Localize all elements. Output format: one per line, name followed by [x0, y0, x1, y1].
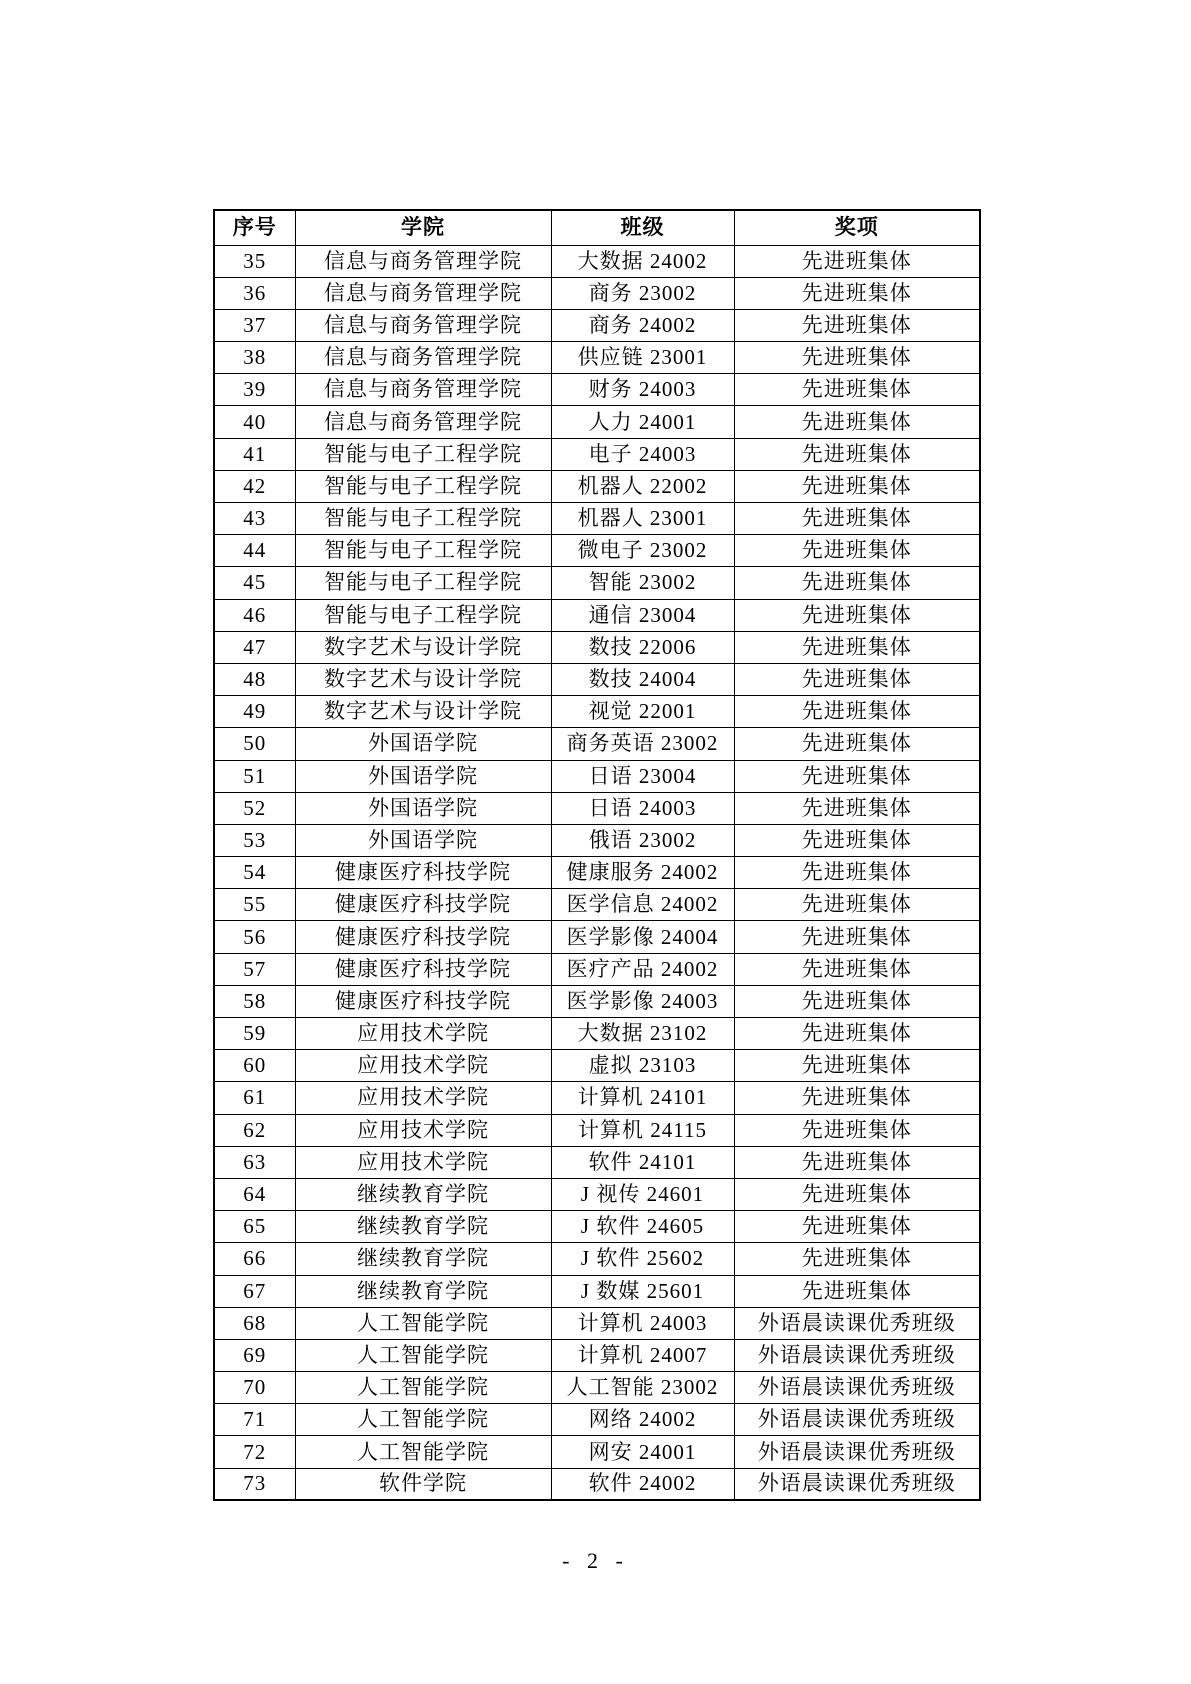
- table-row: [214, 824, 980, 856]
- cell-college: 外国语学院: [295, 792, 551, 824]
- cell-no: 69: [214, 1339, 295, 1371]
- table-row: [214, 277, 980, 309]
- cell-class: 电子 24003: [551, 438, 734, 470]
- cell-award: 先进班集体: [734, 1146, 980, 1178]
- table-row: [214, 1307, 980, 1339]
- cell-no: 62: [214, 1114, 295, 1146]
- cell-college: 健康医疗科技学院: [295, 857, 551, 889]
- cell-award: 先进班集体: [734, 1211, 980, 1243]
- table-row: [214, 1339, 980, 1371]
- cell-award: 先进班集体: [734, 824, 980, 856]
- cell-class: 医疗产品 24002: [551, 953, 734, 985]
- table-row: [214, 728, 980, 760]
- cell-no: 56: [214, 921, 295, 953]
- table-row: [214, 985, 980, 1017]
- cell-class: 计算机 24101: [551, 1082, 734, 1114]
- cell-no: 43: [214, 503, 295, 535]
- cell-award: 先进班集体: [734, 599, 980, 631]
- cell-college: 人工智能学院: [295, 1404, 551, 1436]
- cell-no: 39: [214, 374, 295, 406]
- table-row: [214, 535, 980, 567]
- cell-college: 继续教育学院: [295, 1211, 551, 1243]
- table-row: [214, 1243, 980, 1275]
- cell-no: 44: [214, 535, 295, 567]
- cell-college: 应用技术学院: [295, 1018, 551, 1050]
- cell-no: 52: [214, 792, 295, 824]
- table-row: [214, 1018, 980, 1050]
- cell-award: 先进班集体: [734, 631, 980, 663]
- cell-award: 外语晨读课优秀班级: [734, 1372, 980, 1404]
- cell-award: 先进班集体: [734, 277, 980, 309]
- table-row: [214, 1082, 980, 1114]
- cell-class: 日语 23004: [551, 760, 734, 792]
- table-row: [214, 470, 980, 502]
- cell-class: 计算机 24003: [551, 1307, 734, 1339]
- table-row: [214, 309, 980, 341]
- cell-no: 35: [214, 245, 295, 277]
- cell-class: 机器人 23001: [551, 503, 734, 535]
- cell-class: 软件 24101: [551, 1146, 734, 1178]
- cell-class: 通信 23004: [551, 599, 734, 631]
- column-header-no: 序号: [214, 210, 295, 245]
- column-header-award: 奖项: [734, 210, 980, 245]
- table-row: [214, 921, 980, 953]
- cell-college: 外国语学院: [295, 760, 551, 792]
- cell-award: 先进班集体: [734, 438, 980, 470]
- cell-class: 财务 24003: [551, 374, 734, 406]
- table-row: [214, 663, 980, 695]
- cell-award: 先进班集体: [734, 1275, 980, 1307]
- cell-college: 人工智能学院: [295, 1339, 551, 1371]
- cell-award: 先进班集体: [734, 985, 980, 1017]
- cell-award: 先进班集体: [734, 889, 980, 921]
- cell-class: 视觉 22001: [551, 696, 734, 728]
- cell-award: 先进班集体: [734, 374, 980, 406]
- cell-no: 37: [214, 309, 295, 341]
- table-row: [214, 1404, 980, 1436]
- cell-no: 36: [214, 277, 295, 309]
- cell-award: 外语晨读课优秀班级: [734, 1468, 980, 1500]
- cell-award: 先进班集体: [734, 342, 980, 374]
- cell-no: 60: [214, 1050, 295, 1082]
- cell-class: 商务英语 23002: [551, 728, 734, 760]
- cell-class: J 视传 24601: [551, 1178, 734, 1210]
- cell-college: 数字艺术与设计学院: [295, 696, 551, 728]
- cell-class: 大数据 24002: [551, 245, 734, 277]
- table-row: [214, 760, 980, 792]
- cell-no: 57: [214, 953, 295, 985]
- cell-college: 健康医疗科技学院: [295, 889, 551, 921]
- cell-class: 医学影像 24003: [551, 985, 734, 1017]
- cell-college: 人工智能学院: [295, 1436, 551, 1468]
- table-row: [214, 857, 980, 889]
- table-row: [214, 599, 980, 631]
- cell-college: 智能与电子工程学院: [295, 470, 551, 502]
- cell-award: 先进班集体: [734, 245, 980, 277]
- cell-class: 供应链 23001: [551, 342, 734, 374]
- cell-award: 先进班集体: [734, 1082, 980, 1114]
- cell-no: 58: [214, 985, 295, 1017]
- table-row: [214, 631, 980, 663]
- cell-college: 智能与电子工程学院: [295, 599, 551, 631]
- cell-award: 先进班集体: [734, 792, 980, 824]
- cell-college: 智能与电子工程学院: [295, 567, 551, 599]
- table-row: [214, 438, 980, 470]
- cell-no: 55: [214, 889, 295, 921]
- cell-college: 人工智能学院: [295, 1372, 551, 1404]
- cell-no: 59: [214, 1018, 295, 1050]
- cell-college: 应用技术学院: [295, 1082, 551, 1114]
- cell-award: 外语晨读课优秀班级: [734, 1436, 980, 1468]
- cell-award: 先进班集体: [734, 857, 980, 889]
- cell-no: 54: [214, 857, 295, 889]
- cell-award: 先进班集体: [734, 953, 980, 985]
- cell-award: 先进班集体: [734, 921, 980, 953]
- cell-award: 先进班集体: [734, 1114, 980, 1146]
- cell-class: 网安 24001: [551, 1436, 734, 1468]
- cell-class: 数技 24004: [551, 663, 734, 695]
- cell-college: 健康医疗科技学院: [295, 985, 551, 1017]
- cell-class: 网络 24002: [551, 1404, 734, 1436]
- cell-award: 先进班集体: [734, 663, 980, 695]
- cell-class: J 软件 25602: [551, 1243, 734, 1275]
- awards-table: [213, 209, 981, 1501]
- cell-class: 健康服务 24002: [551, 857, 734, 889]
- cell-class: 商务 23002: [551, 277, 734, 309]
- cell-class: 数技 22006: [551, 631, 734, 663]
- cell-award: 先进班集体: [734, 470, 980, 502]
- cell-college: 应用技术学院: [295, 1050, 551, 1082]
- cell-no: 38: [214, 342, 295, 374]
- cell-award: 外语晨读课优秀班级: [734, 1307, 980, 1339]
- cell-award: 先进班集体: [734, 760, 980, 792]
- cell-class: 日语 24003: [551, 792, 734, 824]
- cell-no: 71: [214, 1404, 295, 1436]
- cell-no: 46: [214, 599, 295, 631]
- table-header-row: [214, 210, 980, 245]
- table-row: [214, 889, 980, 921]
- cell-class: 软件 24002: [551, 1468, 734, 1500]
- cell-class: 商务 24002: [551, 309, 734, 341]
- cell-no: 48: [214, 663, 295, 695]
- cell-no: 49: [214, 696, 295, 728]
- cell-class: J 软件 24605: [551, 1211, 734, 1243]
- page-number: - 2 -: [562, 1548, 629, 1573]
- cell-class: 医学影像 24004: [551, 921, 734, 953]
- cell-award: 先进班集体: [734, 406, 980, 438]
- cell-no: 67: [214, 1275, 295, 1307]
- cell-award: 先进班集体: [734, 696, 980, 728]
- cell-award: 先进班集体: [734, 567, 980, 599]
- column-header-class: 班级: [551, 210, 734, 245]
- cell-class: 计算机 24115: [551, 1114, 734, 1146]
- cell-no: 51: [214, 760, 295, 792]
- cell-award: 先进班集体: [734, 1243, 980, 1275]
- cell-class: 机器人 22002: [551, 470, 734, 502]
- cell-college: 应用技术学院: [295, 1114, 551, 1146]
- cell-college: 智能与电子工程学院: [295, 438, 551, 470]
- cell-no: 64: [214, 1178, 295, 1210]
- cell-class: 计算机 24007: [551, 1339, 734, 1371]
- cell-no: 68: [214, 1307, 295, 1339]
- cell-award: 先进班集体: [734, 1050, 980, 1082]
- cell-college: 外国语学院: [295, 824, 551, 856]
- table-row: [214, 1050, 980, 1082]
- cell-no: 65: [214, 1211, 295, 1243]
- table-row: [214, 1146, 980, 1178]
- cell-college: 信息与商务管理学院: [295, 245, 551, 277]
- table-row: [214, 696, 980, 728]
- cell-no: 47: [214, 631, 295, 663]
- cell-class: 智能 23002: [551, 567, 734, 599]
- cell-college: 人工智能学院: [295, 1307, 551, 1339]
- cell-college: 数字艺术与设计学院: [295, 631, 551, 663]
- cell-no: 66: [214, 1243, 295, 1275]
- table-row: [214, 1468, 980, 1500]
- cell-no: 61: [214, 1082, 295, 1114]
- cell-award: 先进班集体: [734, 728, 980, 760]
- table-row: [214, 503, 980, 535]
- cell-college: 智能与电子工程学院: [295, 535, 551, 567]
- cell-college: 信息与商务管理学院: [295, 406, 551, 438]
- table-row: [214, 1178, 980, 1210]
- table-row: [214, 953, 980, 985]
- cell-award: 先进班集体: [734, 309, 980, 341]
- cell-award: 先进班集体: [734, 1018, 980, 1050]
- cell-award: 外语晨读课优秀班级: [734, 1339, 980, 1371]
- table-row: [214, 245, 980, 277]
- table-row: [214, 1372, 980, 1404]
- cell-college: 继续教育学院: [295, 1178, 551, 1210]
- cell-class: J 数媒 25601: [551, 1275, 734, 1307]
- cell-college: 信息与商务管理学院: [295, 374, 551, 406]
- column-header-college: 学院: [295, 210, 551, 245]
- cell-college: 继续教育学院: [295, 1243, 551, 1275]
- cell-college: 信息与商务管理学院: [295, 309, 551, 341]
- cell-no: 50: [214, 728, 295, 760]
- cell-class: 俄语 23002: [551, 824, 734, 856]
- cell-college: 健康医疗科技学院: [295, 921, 551, 953]
- table-row: [214, 1436, 980, 1468]
- cell-no: 45: [214, 567, 295, 599]
- cell-college: 软件学院: [295, 1468, 551, 1500]
- cell-class: 人工智能 23002: [551, 1372, 734, 1404]
- cell-award: 先进班集体: [734, 503, 980, 535]
- table-row: [214, 374, 980, 406]
- cell-class: 虚拟 23103: [551, 1050, 734, 1082]
- cell-no: 70: [214, 1372, 295, 1404]
- table-row: [214, 792, 980, 824]
- table-row: [214, 567, 980, 599]
- cell-no: 40: [214, 406, 295, 438]
- cell-award: 先进班集体: [734, 1178, 980, 1210]
- table-row: [214, 1114, 980, 1146]
- cell-college: 数字艺术与设计学院: [295, 663, 551, 695]
- cell-award: 外语晨读课优秀班级: [734, 1404, 980, 1436]
- table-row: [214, 1275, 980, 1307]
- cell-college: 信息与商务管理学院: [295, 277, 551, 309]
- cell-college: 继续教育学院: [295, 1275, 551, 1307]
- cell-no: 53: [214, 824, 295, 856]
- cell-college: 信息与商务管理学院: [295, 342, 551, 374]
- cell-no: 72: [214, 1436, 295, 1468]
- cell-no: 63: [214, 1146, 295, 1178]
- cell-class: 大数据 23102: [551, 1018, 734, 1050]
- cell-no: 42: [214, 470, 295, 502]
- cell-no: 73: [214, 1468, 295, 1500]
- cell-class: 微电子 23002: [551, 535, 734, 567]
- table-row: [214, 1211, 980, 1243]
- table-row: [214, 406, 980, 438]
- cell-class: 人力 24001: [551, 406, 734, 438]
- cell-college: 外国语学院: [295, 728, 551, 760]
- cell-college: 健康医疗科技学院: [295, 953, 551, 985]
- cell-class: 医学信息 24002: [551, 889, 734, 921]
- table-row: [214, 342, 980, 374]
- cell-college: 智能与电子工程学院: [295, 503, 551, 535]
- cell-no: 41: [214, 438, 295, 470]
- cell-college: 应用技术学院: [295, 1146, 551, 1178]
- cell-award: 先进班集体: [734, 535, 980, 567]
